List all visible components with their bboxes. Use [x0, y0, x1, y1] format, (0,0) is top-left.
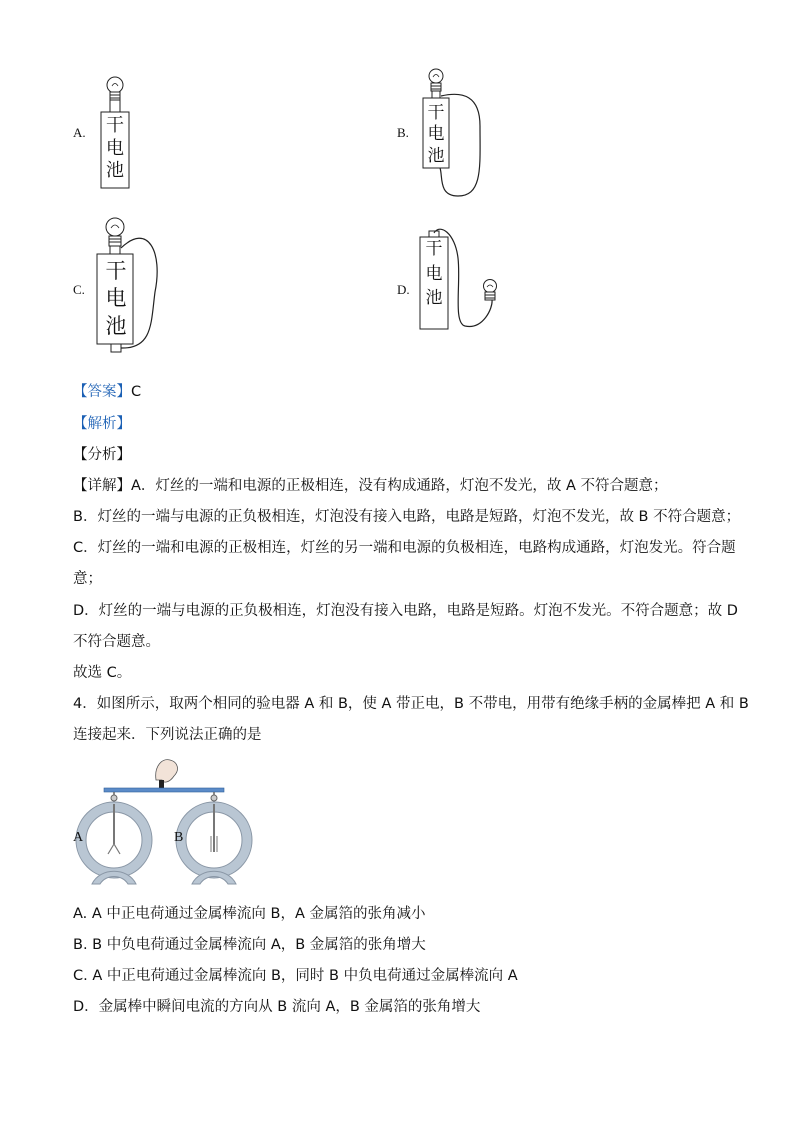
metal-rod	[104, 788, 224, 792]
detail-line-3: C．灯丝的一端和电源的正极相连，灯丝的另一端和电源的负极相连，电路构成通路，灯泡发光。符合题	[73, 540, 736, 556]
option-a-battery-label: 干 电 池	[106, 115, 124, 181]
option-d-battery-label: 干 电 池	[425, 239, 443, 309]
fenxi-tag: 【分析】	[73, 447, 131, 463]
bulb-icon	[429, 69, 443, 91]
q4-stem-line-2: 连接起来．下列说法正确的是	[73, 727, 262, 743]
electroscope-b	[176, 792, 252, 884]
bulb-icon	[484, 280, 497, 301]
hand-icon	[156, 760, 178, 792]
answer-value: C	[131, 384, 142, 400]
option-b-battery-label: 干 电 池	[427, 103, 445, 166]
detail-line-1: 【详解】A．灯丝的一端和电源的正极相连，没有构成通路，灯泡不发光，故 A 不符合题意；	[73, 478, 668, 494]
detail-tag: 【详解】	[73, 478, 131, 494]
detail-line-6: 不符合题意。	[73, 634, 160, 650]
q4-option-a: A. A 中正电荷通过金属棒流向 B，A 金属箔的张角减小	[73, 906, 426, 922]
detail-line-2: B．灯丝的一端与电源的正负极相连，灯泡没有接入电路，电路是短路，灯泡不发光，故 B 不符合题意；	[73, 509, 741, 525]
q4-option-d: D．金属棒中瞬间电流的方向从 B 流向 A，B 金属箔的张角增大	[73, 999, 481, 1015]
electroscope-figure	[70, 752, 260, 890]
option-c-label: C.	[73, 282, 85, 297]
option-c-battery-label: 干 电 池	[105, 259, 127, 338]
q4-stem-line-1: 4．如图所示，取两个相同的验电器 A 和 B，使 A 带正电，B 不带电，用带有绝缘手柄的金属棒把 A 和 B	[73, 696, 749, 712]
option-b-label: B.	[397, 125, 409, 140]
q4-option-b: B. B 中负电荷通过金属棒流向 A，B 金属箔的张角增大	[73, 937, 426, 953]
detail-line-5: D．灯丝的一端与电源的正负极相连，灯泡没有接入电路，电路是短路。灯泡不发光。不符合题意；故 D	[73, 603, 738, 619]
electroscope-a	[76, 792, 152, 884]
option-d-label: D.	[397, 282, 410, 297]
answer-line	[73, 380, 141, 401]
bulb-icon	[107, 77, 123, 100]
q4-option-c: C. A 中正电荷通过金属棒流向 B，同时 B 中负电荷通过金属棒流向 A	[73, 968, 518, 984]
analysis-tag: 【解析】	[73, 416, 131, 432]
detail-line-4: 意；	[73, 571, 102, 587]
electroscope-b-label: B	[174, 830, 184, 845]
answer-tag: 【答案】	[73, 384, 131, 400]
detail-line-7: 故选 C。	[73, 665, 132, 681]
bulb-icon	[106, 218, 124, 246]
electroscope-a-label: A	[73, 830, 84, 845]
option-a-label: A.	[73, 125, 86, 140]
